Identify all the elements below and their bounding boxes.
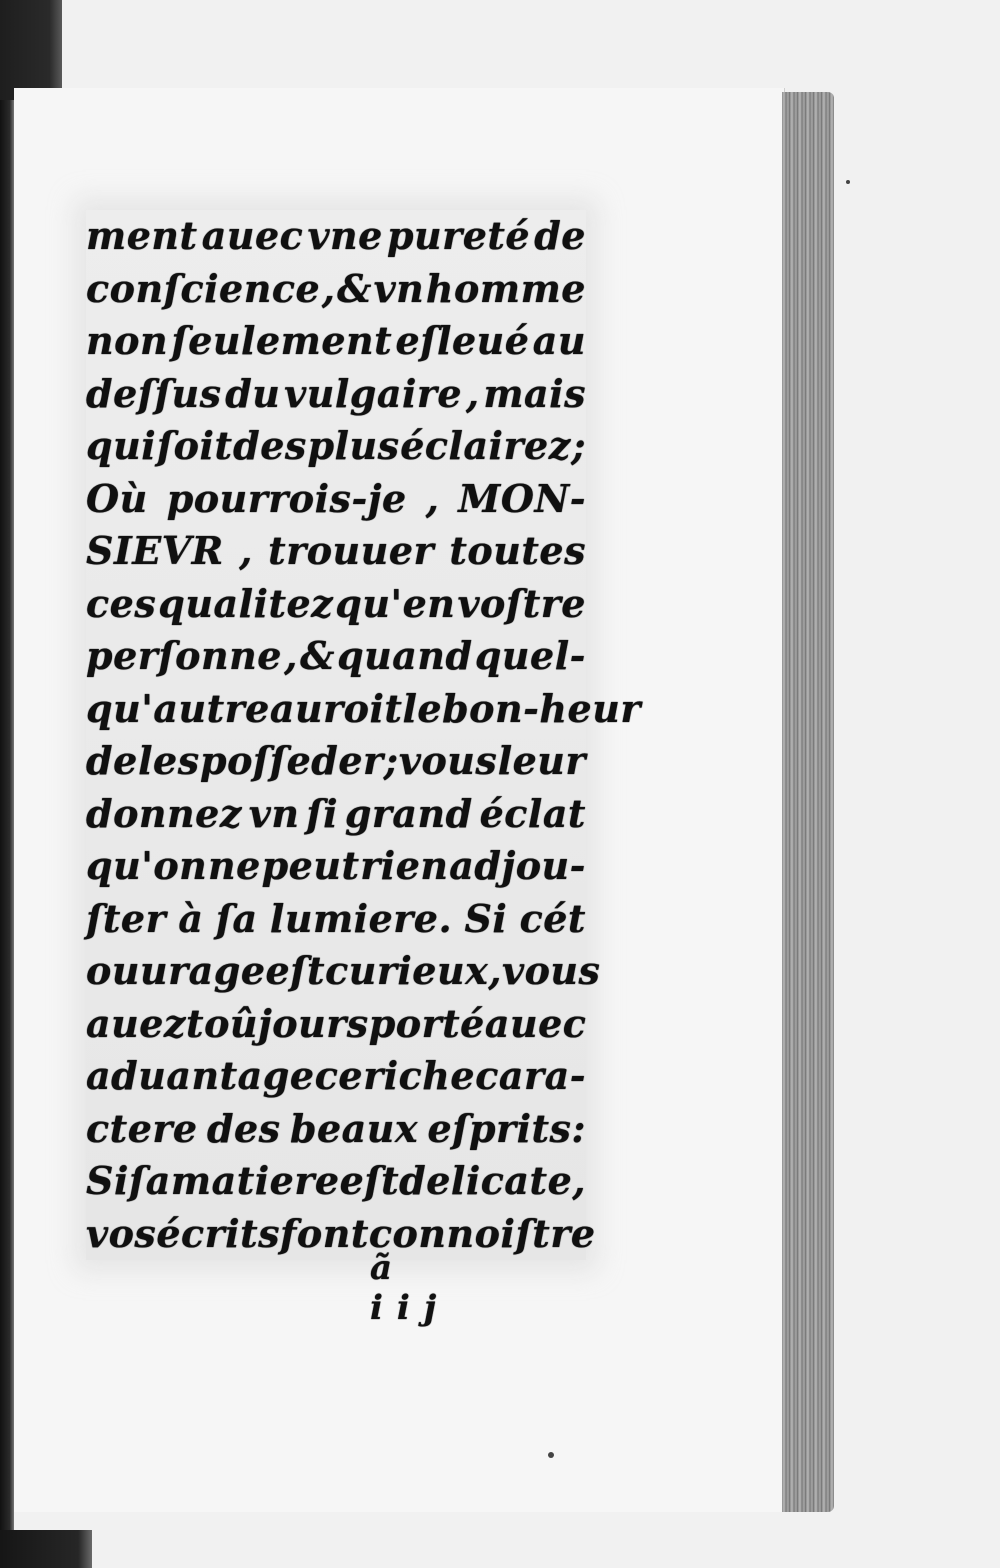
- text-line: [86, 998, 586, 1051]
- signature-mark: ã iij: [370, 1248, 451, 1328]
- word: Si: [86, 1158, 129, 1203]
- text-line: [86, 315, 586, 368]
- text-line: [86, 525, 586, 578]
- word: auez: [86, 1000, 187, 1046]
- word: du: [225, 370, 281, 416]
- word: perſonne: [86, 633, 282, 678]
- word: au: [532, 318, 586, 363]
- word: conſcience: [86, 265, 321, 311]
- word: ſter: [86, 895, 167, 941]
- word: eſprits:: [427, 1105, 586, 1151]
- word: grand: [344, 790, 473, 836]
- word: vn: [248, 790, 300, 836]
- paper-speck: [548, 1452, 554, 1458]
- word: peut: [261, 843, 360, 888]
- text-line: [86, 630, 586, 683]
- scanner-edge-bottom: [0, 1530, 92, 1568]
- word: donnez: [86, 790, 242, 836]
- word: à: [178, 895, 204, 941]
- word: eſt: [265, 948, 326, 993]
- word: ces: [86, 580, 157, 626]
- text-line: [86, 578, 586, 631]
- word: quand: [337, 633, 473, 678]
- word: toutes: [449, 528, 586, 573]
- word: vos: [86, 1210, 157, 1256]
- word: cara-: [475, 1053, 586, 1098]
- word: auroit: [269, 685, 403, 731]
- word: bon-heur: [442, 685, 641, 731]
- text-line: [86, 893, 586, 946]
- text-line: [86, 263, 586, 316]
- word: de: [86, 738, 138, 783]
- word: le: [402, 685, 443, 731]
- word: &: [337, 265, 372, 311]
- scanner-edge-top: [0, 0, 62, 100]
- word: rien: [360, 843, 449, 888]
- word: écrits: [156, 1210, 281, 1256]
- text-line: [86, 788, 586, 841]
- word: SIEVR: [86, 528, 224, 573]
- word: font: [280, 1210, 369, 1256]
- word: auec: [484, 1000, 587, 1046]
- text-line: [86, 945, 601, 998]
- word: ;: [383, 738, 399, 783]
- word: pureté: [386, 213, 531, 258]
- word: aduantage: [86, 1053, 315, 1098]
- text-line: [86, 683, 641, 736]
- word: non: [86, 318, 169, 363]
- word: les: [138, 738, 200, 783]
- word: éclairez: [400, 423, 571, 468]
- word: connoiſtre: [368, 1210, 596, 1256]
- word: leur: [497, 738, 586, 783]
- word: cét: [519, 895, 586, 941]
- word: porté: [368, 1000, 485, 1046]
- text-line: [86, 735, 586, 788]
- word: ment: [86, 213, 198, 258]
- word: vous: [398, 738, 498, 783]
- word: ,: [465, 370, 480, 416]
- text-line: [86, 210, 586, 263]
- text-line: [86, 1103, 586, 1156]
- text-line: [86, 473, 586, 526]
- word: Où: [86, 475, 148, 521]
- word: ,: [321, 265, 336, 311]
- word: ne: [208, 843, 261, 888]
- word: homme: [425, 265, 586, 311]
- word: ,: [488, 948, 502, 993]
- word: mais: [483, 370, 586, 416]
- word: ouurage: [86, 948, 266, 993]
- book-page-edges: [782, 92, 834, 1512]
- word: ſoit: [156, 423, 233, 468]
- word: lumiere.: [269, 895, 453, 941]
- paper-speck: [846, 180, 850, 184]
- word: qui: [86, 423, 157, 468]
- word: eſt: [339, 1158, 400, 1203]
- text-line: [86, 1050, 586, 1103]
- word: qu'on: [86, 843, 208, 888]
- word: &: [300, 633, 335, 678]
- word: vulgaire: [284, 370, 463, 416]
- word: ce: [314, 1053, 364, 1098]
- word: vne: [307, 213, 383, 258]
- word: ;: [571, 423, 586, 468]
- word: vous: [502, 948, 601, 993]
- word: ſi: [306, 790, 339, 836]
- body-text: [86, 210, 641, 1260]
- word: des: [233, 423, 307, 468]
- word: ,: [284, 633, 298, 678]
- text-line: [86, 1155, 586, 1208]
- word: MON-: [458, 475, 586, 521]
- word: riche: [363, 1053, 476, 1098]
- word: ſeulement: [171, 318, 393, 363]
- word: auec: [201, 213, 304, 258]
- word: voſtre: [457, 580, 586, 626]
- word: des: [206, 1105, 281, 1151]
- word: poſſeder: [200, 738, 384, 783]
- text-line: [86, 1208, 596, 1261]
- word: de: [534, 213, 586, 258]
- word: trouuer: [268, 528, 435, 573]
- word: quel-: [474, 633, 586, 678]
- word: Si: [464, 895, 508, 941]
- word: vn: [373, 265, 425, 311]
- text-line: [86, 368, 586, 421]
- word: ſa: [128, 1158, 171, 1203]
- word: delicate,: [399, 1158, 586, 1203]
- word: matiere: [170, 1158, 340, 1203]
- word: ctere: [86, 1105, 198, 1151]
- text-line: [86, 840, 586, 893]
- facing-page-edge: [0, 100, 14, 1540]
- word: pourrois-je: [166, 475, 407, 521]
- word: ſa: [215, 895, 258, 941]
- word: eſleué: [395, 318, 530, 363]
- word: adjou-: [449, 843, 586, 888]
- word: qu'en: [335, 580, 456, 626]
- word: plus: [307, 423, 400, 468]
- text-line: [86, 420, 586, 473]
- word: curieux: [325, 948, 489, 993]
- word: ,: [239, 528, 253, 573]
- word: deſſus: [86, 370, 222, 416]
- word: beaux: [289, 1105, 419, 1151]
- word: qualitez: [158, 580, 334, 626]
- word: toûjours: [186, 1000, 369, 1046]
- word: qu'autre: [86, 685, 270, 731]
- word: ,: [425, 475, 440, 521]
- word: éclat: [479, 790, 586, 836]
